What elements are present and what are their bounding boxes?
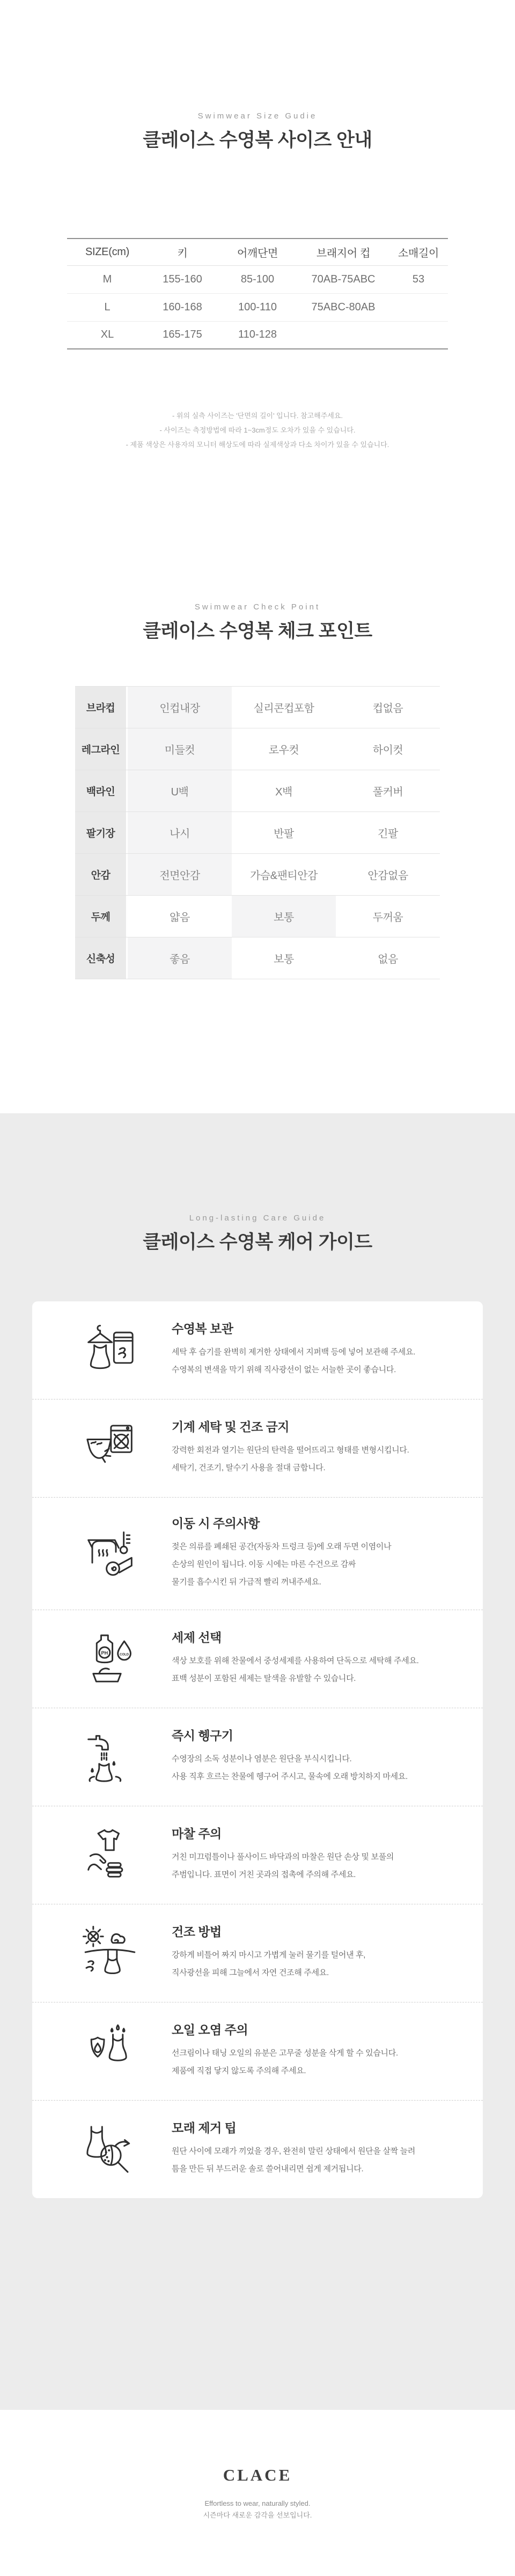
selected-option: 보통 bbox=[232, 896, 336, 937]
care-item-title: 세제 선택 bbox=[172, 1631, 222, 1644]
selected-option: 인컵내장 bbox=[128, 687, 232, 728]
size-col-header: SIZE(cm) bbox=[67, 239, 148, 265]
brand-logo: CLACE bbox=[223, 2466, 292, 2484]
check-point-section bbox=[0, 452, 515, 979]
selected-option: 전면안감 bbox=[128, 854, 232, 895]
faucet-rinse-icon bbox=[75, 1727, 145, 1787]
size-col-header: 키 bbox=[148, 239, 217, 265]
care-item-transport: 이동 시 주의사항 젖은 의류를 폐쇄된 공간(자동차 트렁크 등)에 오래 두면 이염이나 손상의 원인이 됩니다. 이동 시에는 마른 수건으로 감싸 물기를 흡수시킨 뒤 가급적 빨리 꺼내주세요. bbox=[32, 1497, 483, 1610]
size-col-header: 소매길이 bbox=[389, 239, 448, 265]
selected-option: U백 bbox=[128, 770, 232, 811]
care-item-dry: 건조 방법 강하게 비틀어 짜지 마시고 가볍게 눌러 물기를 털어낸 후, 직사광선을 피해 그늘에서 자연 건조해 주세요. bbox=[32, 1904, 483, 2002]
selected-option: 나시 bbox=[128, 812, 232, 853]
care-item-title: 수영복 보관 bbox=[172, 1322, 233, 1336]
check-row-sleeve: 팔기장 나시 반팔 긴팔 bbox=[75, 812, 440, 854]
size-row-xl: XL 165-175 110-128 bbox=[100, 329, 277, 341]
size-table bbox=[67, 238, 448, 349]
svg-text:PH: PH bbox=[101, 1650, 108, 1656]
care-item-sand: 모래 제거 팁 원단 사이에 모래가 끼었을 경우, 완전히 말린 상태에서 원단을 살짝 늘려 틈을 만든 뒤 부드러운 솔로 쓸어내리면 쉽게 제거됩니다. bbox=[32, 2100, 483, 2198]
size-note: - 제품 색상은 사용자의 모니터 해상도에 따라 실제색상과 다소 차이가 있을 수 있습니다. bbox=[126, 441, 389, 449]
care-item-storage: 수영복 보관 세탁 후 습기를 완벽히 제거한 상태에서 지퍼백 등에 넣어 보관해 주세요. 수영복의 변색을 막기 위해 직사광선이 없는 서늘한 곳이 좋습니다. bbox=[32, 1301, 483, 1399]
size-table-header-row bbox=[67, 239, 448, 265]
oil-shield-icon bbox=[75, 2021, 145, 2081]
size-note: - 위의 실측 사이즈는 '단면의 길이' 입니다. 참고해주세요. bbox=[172, 412, 343, 420]
care-guide-eyebrow: Long-lasting Care Guide bbox=[189, 1213, 326, 1223]
check-row-lining: 안감 전면안감 가슴&팬티안감 안감없음 bbox=[75, 854, 440, 896]
care-item-rinse: 즉시 헹구기 수영장의 소독 성분이나 염분은 원단을 부식시킵니다. 사용 직후 흐르는 찬물에 헹구어 주시고, 물속에 오래 방치하지 마세요. bbox=[32, 1708, 483, 1806]
no-machine-wash-icon bbox=[75, 1418, 145, 1478]
brand-tagline-ko: 시즌마다 새로운 감각을 선보입니다. bbox=[203, 2511, 312, 2519]
check-row-stretch: 신축성 좋음 보통 없음 bbox=[75, 937, 440, 979]
check-row-backline: 백라인 U백 X백 풀커버 bbox=[75, 770, 440, 812]
check-point-eyebrow: Swimwear Check Point bbox=[194, 602, 321, 612]
care-item-title: 기계 세탁 및 건조 금지 bbox=[172, 1420, 290, 1434]
care-item-title: 모래 제거 팁 bbox=[172, 2121, 237, 2135]
care-guide-title: 클레이스 수영복 케어 가이드 bbox=[143, 1232, 372, 1253]
care-item-title: 이동 시 주의사항 bbox=[172, 1516, 260, 1530]
size-notes bbox=[0, 408, 515, 452]
care-item-oil: 오일 오염 주의 선크림이나 태닝 오일의 유분은 고무줄 성분을 삭게 할 수 있습니다. 제품에 직접 닿지 않도록 주의해 주세요. bbox=[32, 2002, 483, 2100]
selected-option: 미들컷 bbox=[128, 728, 232, 770]
care-guide-section bbox=[0, 1113, 515, 2410]
size-row-l: L 160-168 100-110 75ABC-80AB bbox=[67, 293, 448, 321]
brand-footer bbox=[0, 2410, 515, 2576]
svg-text:COLD: COLD bbox=[120, 1653, 129, 1657]
size-guide-title: 클레이스 수영복 사이즈 안내 bbox=[143, 130, 372, 151]
check-row-thickness: 두께 얇음 보통 두꺼움 bbox=[75, 896, 440, 937]
check-row-legline: 레그라인 미들컷 로우컷 하이컷 bbox=[75, 728, 440, 770]
check-row-bracup: 브라컵 인컵내장 실리콘컵포함 컵없음 bbox=[75, 687, 440, 728]
check-point-title: 클레이스 수영복 체크 포인트 bbox=[143, 621, 372, 642]
sand-magnifier-icon bbox=[75, 2119, 145, 2179]
shade-dry-icon bbox=[75, 1923, 145, 1983]
car-trunk-icon bbox=[75, 1524, 145, 1584]
size-col-header: 어깨단면 bbox=[217, 239, 298, 265]
size-col-header: 브래지어 컵 bbox=[298, 239, 389, 265]
care-item-no-machine-wash: 기계 세탁 및 건조 금지 강력한 회전과 열기는 원단의 탄력을 떨어뜨리고 형태를 변형시킵니다. 세탁기, 건조기, 탈수기 사용을 절대 금합니다. bbox=[32, 1399, 483, 1497]
check-point-table bbox=[75, 686, 440, 979]
care-card bbox=[32, 1301, 483, 2198]
care-item-friction: 마찰 주의 거친 미끄럼틀이나 풀사이드 바닥과의 마찰은 원단 손상 및 보풀의 주범입니다. 표면이 거친 곳과의 접촉에 주의해 주세요. bbox=[32, 1806, 483, 1904]
friction-hands-icon bbox=[75, 1825, 145, 1885]
hanger-storage-icon bbox=[75, 1320, 145, 1380]
care-item-title: 건조 방법 bbox=[172, 1925, 222, 1939]
selected-option: 좋음 bbox=[128, 937, 232, 979]
detergent-icon bbox=[75, 1629, 145, 1689]
size-guide-eyebrow: Swimwear Size Gudie bbox=[197, 111, 318, 121]
care-item-title: 즉시 헹구기 bbox=[172, 1729, 233, 1743]
brand-tagline-en: Effortless to wear, naturally styled. bbox=[204, 2499, 311, 2507]
care-item-title: 마찰 주의 bbox=[172, 1827, 222, 1841]
care-item-title: 오일 오염 주의 bbox=[172, 2023, 248, 2037]
size-row-m: M 155-160 85-100 70AB-75ABC 53 bbox=[67, 265, 448, 293]
care-item-detergent: PH COLD 세제 선택 색상 보호를 위해 찬물에서 중성세제를 사용하여 단독으로 세탁해 주세요. 표백 성분이 포함된 세제는 탈색을 유발할 수 있습니다. bbox=[32, 1610, 483, 1708]
size-guide-section bbox=[0, 0, 515, 452]
size-note: - 사이즈는 측정방법에 따라 1~3cm정도 오차가 있을 수 있습니다. bbox=[159, 426, 356, 434]
